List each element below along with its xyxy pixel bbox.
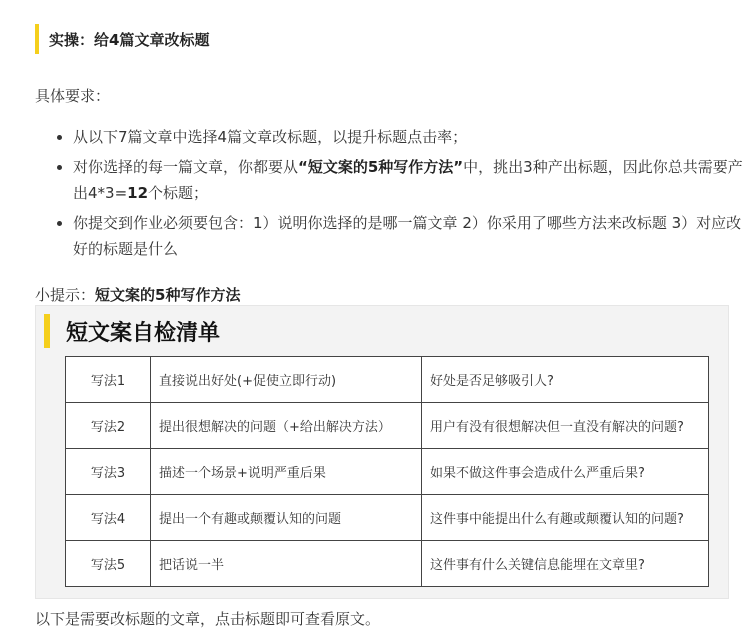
hint-emphasis: 短文案的5种写作方法: [95, 286, 241, 304]
description-cell: 提出一个有趣或颠覆认知的问题: [151, 495, 422, 541]
checklist-title: [44, 314, 220, 348]
requirements-list: [55, 124, 749, 266]
table-row: [66, 541, 709, 587]
method-cell: 写法1: [66, 357, 151, 403]
check-cell: 用户有没有很想解决但一直没有解决的问题?: [422, 403, 709, 449]
requirement-text: 中，挑出3种产出标题，因此你总共需要产出4*3=: [73, 158, 743, 202]
table-row: [66, 449, 709, 495]
footer-text: 以下是需要改标题的文章，点击标题即可查看原文。: [35, 610, 381, 628]
check-cell: 如果不做这件事会造成什么严重后果?: [422, 449, 709, 495]
method-cell: 写法4: [66, 495, 151, 541]
method-cell: 写法2: [66, 403, 151, 449]
description-cell: 把话说一半: [151, 541, 422, 587]
method-cell: 写法3: [66, 449, 151, 495]
hint-prefix: 小提示：: [35, 286, 96, 304]
table-row: [66, 495, 709, 541]
method-emphasis: “短文案的5种写作方法”: [298, 158, 464, 176]
method-cell: 写法5: [66, 541, 151, 587]
description-cell: 描述一个场景+说明严重后果: [151, 449, 422, 495]
requirement-text: 个标题；: [148, 184, 209, 202]
section-heading-text: 实操：给4篇文章改标题: [49, 30, 210, 49]
checklist-image: [35, 305, 729, 599]
checklist-table: [65, 356, 709, 587]
list-item: [73, 154, 749, 206]
list-item: [73, 124, 749, 150]
requirement-text: 你提交到作业必须要包含：1）说明你选择的是哪一篇文章 2）你采用了哪些方法来改标题 3）对应改好的标题是什么: [73, 214, 742, 258]
requirement-text: 从以下7篇文章中选择4篇文章改标题，以提升标题点击率；: [73, 128, 468, 146]
requirement-text: 对你选择的每一篇文章，你都要从: [73, 158, 299, 176]
table-row: [66, 403, 709, 449]
list-item: [73, 210, 749, 262]
check-cell: 这件事有什么关键信息能埋在文章里?: [422, 541, 709, 587]
checklist-title-text: 短文案自检清单: [66, 320, 221, 346]
check-cell: 这件事中能提出什么有趣或颠覆认知的问题?: [422, 495, 709, 541]
hint-line: [35, 284, 240, 305]
description-cell: 直接说出好处(+促使立即行动): [151, 357, 422, 403]
check-cell: 好处是否足够吸引人?: [422, 357, 709, 403]
requirements-title: 具体要求：: [35, 87, 111, 105]
description-cell: 提出很想解决的问题（+给出解决方法）: [151, 403, 422, 449]
count-emphasis: 12: [127, 184, 149, 202]
section-heading: [35, 24, 735, 54]
table-row: [66, 357, 709, 403]
